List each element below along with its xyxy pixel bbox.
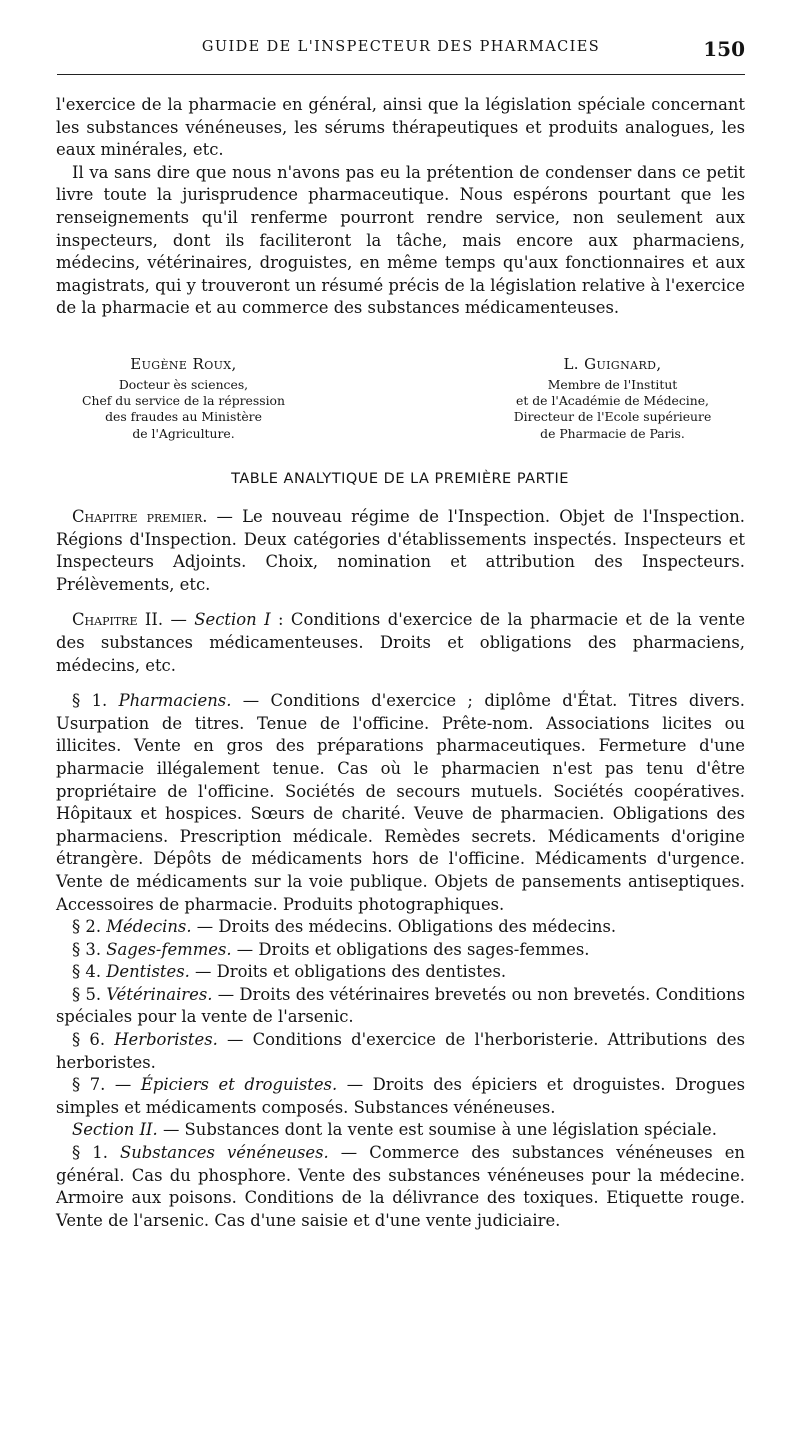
signature-title-line: Directeur de l'Ecole supérieure <box>513 409 712 425</box>
preface-text <box>56 94 745 320</box>
running-head <box>57 37 745 63</box>
entry-text: — Droits et obligations des dentistes. <box>189 962 507 982</box>
section-ii-entry <box>56 1119 745 1142</box>
signature-title-line: Chef du service de la répression <box>81 393 285 409</box>
section-3-entry <box>56 939 745 962</box>
entry-text: — Substances dont la vente est soumise à une législation spéciale. <box>157 1120 717 1140</box>
section-title: Dentistes. <box>106 962 190 982</box>
section-title: Médecins. <box>106 917 192 937</box>
section-title: Substances vénéneuses. <box>120 1143 329 1163</box>
section-title: Vétérinaires. <box>106 984 213 1004</box>
section-7-entry <box>56 1074 745 1119</box>
signatures <box>56 354 745 450</box>
table-heading: TABLE ANALYTIQUE DE LA PREMIÈRE PARTIE <box>231 471 569 487</box>
section-number: § 7. — <box>72 1075 141 1095</box>
entry-text: — Conditions d'exercice ; diplôme d'État. Titres divers. Usurpation de titres. Tenue de l'officine. Prête-nom. Associations licites ou illicites. Vente en gros des préparations pharmaceutiques. Fermeture d'une pharmacie illégalement tenue. Cas où le pharmacien n'est pas tenu d'être propriétaire de l'officine. Sociétés de secours mutuels. Sociétés coopératives. Hôpitaux et hospices. Sœurs de charité. Veuve de pharmacien. Obligations des pharmaciens. Prescription médicale. Remèdes secrets. Médicaments d'origine étrangère. Dépôts de médicaments hors de l'officine. Médicaments d'urgence. Vente de médicaments sur la voie publique. Objets de pansements antiseptiques. Accessoires de pharmacie. Produits photographiques. <box>56 691 745 914</box>
section-1-entry <box>56 690 745 916</box>
running-title: GUIDE DE L'INSPECTEUR DES PHARMACIES <box>201 39 601 55</box>
section-label: Section I <box>194 610 271 630</box>
section-2-entry <box>56 916 745 939</box>
chapter-label: Chapitre premier. <box>72 507 208 526</box>
chapter-1-entry <box>56 506 745 596</box>
page-number: 150 <box>703 37 745 61</box>
signature-left <box>56 354 311 442</box>
chapter-label: Chapitre II. <box>72 610 164 630</box>
table-of-contents <box>56 506 745 1232</box>
section-6-entry <box>56 1029 745 1074</box>
preface-paragraph-1: l'exercice de la pharmacie en général, ainsi que la législation spéciale concernant les substances vénéneuses, les sérums thérapeutiques et produits analogues, les eaux minérales, etc. <box>56 95 745 160</box>
preface-paragraph-2: Il va sans dire que nous n'avons pas eu la prétention de condenser dans ce petit livre toute la jurisprudence pharmaceutique. Nous espérons pourtant que les renseignements qu'il renferme pourront rendre service, non seulement aux inspecteurs, dont ils faciliteront la tâche, mais encore aux pharmaciens, médecins, vétérinaires, droguistes, en même temps qu'aux fonctionnaires et aux magistrats, qui y trouveront un résumé précis de la législation relative à l'exercice de la pharmacie et au commerce des substances médicamenteuses. <box>56 162 745 318</box>
signature-title-line: Docteur ès sciences, <box>118 377 249 392</box>
entry-text: — Droits des vétérinaires brevetés ou non brevetés. Conditions spéciales pour la vente de l'arsenic. <box>56 984 745 1027</box>
section-number: § 3. <box>72 939 107 959</box>
section-number: § 1. <box>72 691 119 711</box>
section-number: § 4. <box>72 962 107 982</box>
section-title: Sages-femmes. <box>106 939 232 959</box>
section-5-entry <box>56 984 745 1029</box>
signature-title-line: des fraudes au Ministère <box>105 409 262 425</box>
signature-title-line: de l'Agriculture. <box>132 425 235 441</box>
section-4-entry <box>56 961 745 984</box>
entry-text: — Le nouveau régime de l'Inspection. Objet de l'Inspection. Régions d'Inspection. Deux catégories d'établissements inspectés. Inspecteurs et Inspecteurs Adjoints. Choix, nomination et attribution des Inspecteurs. Prélèvements, etc. <box>56 507 745 594</box>
section-number: § 5. <box>72 984 107 1004</box>
entry-text: — Droits et obligations des sages-femmes. <box>231 939 590 959</box>
signature-title-line: de Pharmacie de Paris. <box>540 425 685 441</box>
entry-text: : Conditions d'exercice de la pharmacie et de la vente des substances médicamenteuses. Droits et obligations des pharmaciens, médecins, etc. <box>56 610 746 675</box>
entry-text: — Droits des médecins. Obligations des médecins. <box>191 917 617 937</box>
entry-text: — Conditions d'exercice de l'herboristerie. Attributions des herboristes. <box>56 1030 745 1072</box>
section-title: Épiciers et droguistes. <box>140 1075 338 1095</box>
signature-name: L. Guignard, <box>563 355 662 373</box>
signature-title-line: Membre de l'Institut <box>547 377 678 392</box>
signature-right <box>480 354 745 442</box>
section-label: Section II. <box>72 1120 158 1140</box>
section-number: § 2. <box>72 917 107 937</box>
section-title: Herboristes. <box>114 1030 218 1050</box>
entry-dash: — <box>163 610 195 630</box>
header-rule <box>57 74 745 75</box>
section-title: Pharmaciens. <box>118 691 232 711</box>
chapter-2-entry <box>56 609 745 677</box>
signature-name: Eugène Roux, <box>130 355 237 373</box>
entry-text: — Commerce des substances vénéneuses en général. Cas du phosphore. Vente des substances vénéneuses pour la médecine. Armoire aux poisons. Conditions de la délivrance des toxiques. Etiquette rouge. Vente de l'arsenic. Cas d'une saisie et d'une vente judiciaire. <box>56 1143 745 1230</box>
subsection-1-entry <box>56 1142 745 1232</box>
section-number: § 1. <box>72 1143 120 1163</box>
signature-title-line: et de l'Académie de Médecine, <box>516 393 709 409</box>
section-number: § 6. <box>72 1030 115 1050</box>
entry-text: — Droits des épiciers et droguistes. Drogues simples et médicaments composés. Substances vénéneuses. <box>56 1075 745 1117</box>
